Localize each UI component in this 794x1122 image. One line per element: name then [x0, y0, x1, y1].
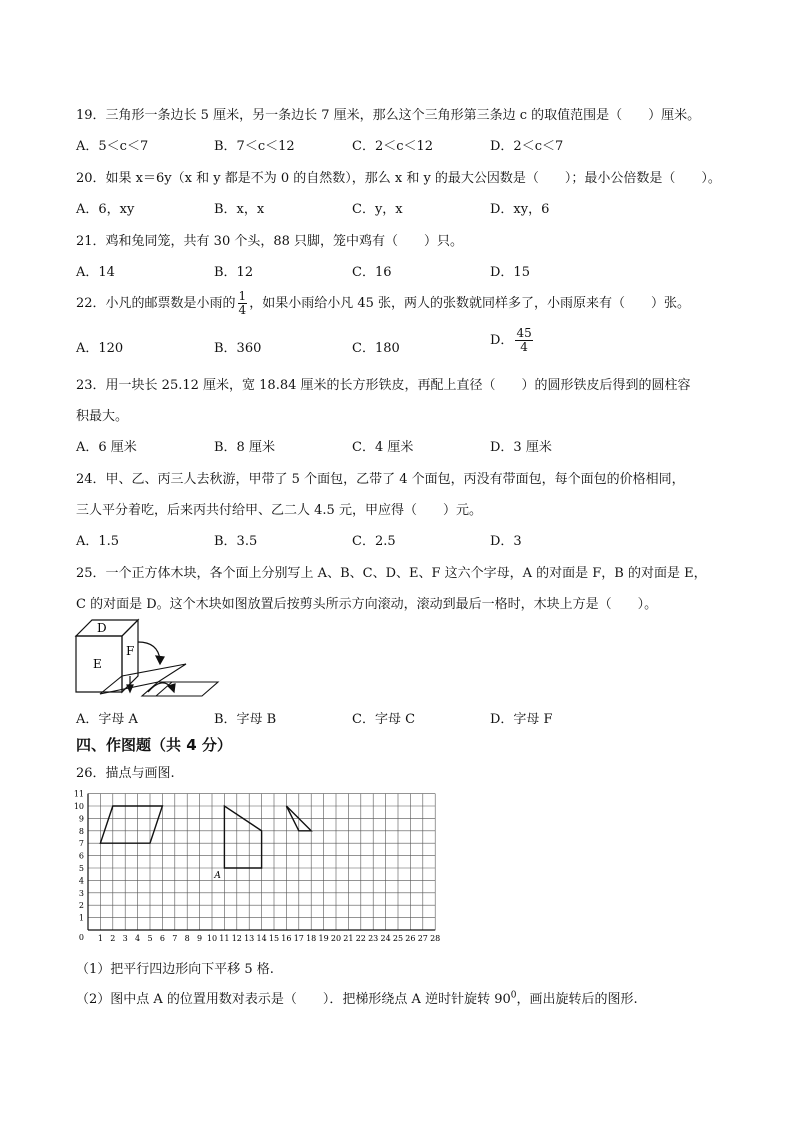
y-tick-label: 10 [73, 802, 84, 811]
section-4-heading: 四、作图题（共 4 分） [76, 736, 232, 754]
x-tick-label: 24 [380, 934, 391, 943]
q22-option-d-prefix: D． [490, 333, 514, 348]
q26-sub2-tail: ，画出旋转后的图形. [516, 992, 638, 1007]
q20-stem: 20．如果 x＝6y（x 和 y 都是不为 0 的自然数），那么 x 和 y 的最大公因数是（ ）；最小公倍数是（ ）。 [76, 171, 721, 186]
y-tick-label: 3 [78, 888, 84, 898]
q25-option-b: B．字母 B [214, 712, 277, 727]
x-tick-label: 23 [368, 934, 379, 943]
coordinate-grid [66, 782, 456, 946]
cube-top-label: D [97, 621, 107, 635]
q24-stem-line2: 三人平分着吃，后来丙共付给甲、乙二人 4.5 元，甲应得（ ）元。 [76, 503, 482, 518]
x-tick-label: 3 [122, 934, 128, 943]
q21-option-d: D．15 [490, 265, 530, 280]
x-tick-label: 18 [306, 934, 317, 943]
q19-option-c: C．2＜c＜12 [352, 139, 434, 154]
q22-fraction-denominator: 4 [238, 303, 247, 317]
x-tick-label: 2 [110, 934, 116, 943]
q23-option-a: A．6 厘米 [76, 440, 137, 455]
q21-stem: 21．鸡和兔同笼，共有 30 个头，88 只脚，笼中鸡有（ ）只。 [76, 234, 464, 249]
q19-option-b: B．7＜c＜12 [214, 139, 295, 154]
x-tick-label: 25 [392, 934, 404, 943]
x-tick-label: 22 [355, 934, 366, 943]
floor-grid [100, 664, 218, 696]
q19-option-d: D．2＜c＜7 [490, 139, 564, 154]
q22-option-d-fraction [515, 327, 532, 354]
q24-options [76, 530, 716, 548]
cube-front-label: E [93, 657, 102, 671]
q22-options [76, 326, 716, 356]
q25-stem-line1: 25．一个正方体木块，各个面上分别写上 A、B、C、D、E、F 这六个字母，A 的对面是 F，B 的对面是 E， [76, 566, 707, 581]
x-tick-label: 26 [405, 934, 416, 943]
q21-option-a: A．14 [76, 265, 115, 280]
x-tick-label: 1 [97, 934, 103, 943]
q26-stem: 26．描点与画图. [76, 766, 175, 781]
x-tick-label: 15 [268, 934, 280, 943]
q23-stem-line1: 23．用一块长 25.12 厘米，宽 18.84 厘米的长方形铁皮，再配上直径（ ）的圆形铁皮后得到的圆柱容 [76, 378, 691, 393]
y-tick-label: 4 [78, 876, 84, 886]
x-tick-label: 19 [318, 934, 329, 943]
y-tick-label: 8 [78, 826, 84, 836]
q22-option-b: B．360 [214, 341, 262, 356]
q25-options [76, 708, 716, 726]
q19-options [76, 135, 716, 153]
q23-option-c: C．4 厘米 [352, 440, 414, 455]
y-tick-label: 7 [78, 839, 84, 849]
q22-option-d [490, 327, 535, 354]
x-tick-label: 8 [184, 934, 190, 943]
x-tick-label: 5 [147, 934, 153, 943]
x-tick-label: 16 [281, 934, 292, 943]
x-tick-label: 13 [244, 934, 255, 943]
q23-option-d: D．3 厘米 [490, 440, 552, 455]
x-tick-label: 28 [430, 934, 441, 943]
q26-sub2 [76, 988, 638, 1007]
x-tick-label: 11 [219, 934, 230, 943]
q21-options [76, 261, 716, 279]
q25-stem-line2: C 的对面是 D。这个木块如图放置后按剪头所示方向滚动，滚动到最后一格时，木块上方是（ ）。 [76, 597, 658, 612]
q24-option-c: C．2.5 [352, 534, 396, 549]
y-tick-label: 9 [78, 814, 84, 824]
q23-stem-line2: 积最大。 [76, 409, 129, 424]
q19-stem: 19．三角形一条边长 5 厘米，另一条边长 7 厘米，那么这个三角形第三条边 c 的取值范围是（ ）厘米。 [76, 108, 701, 123]
q22-fraction [238, 290, 248, 317]
q20-option-c: C．y，x [352, 202, 403, 217]
q22-option-d-numerator: 45 [516, 326, 532, 340]
q20-option-a: A．6，xy [76, 202, 135, 217]
q22-option-c: C．180 [352, 341, 400, 356]
q26-sub2-text: （2）图中点 A 的位置用数对表示是（ ）．把梯形绕点 A 逆时针旋转 90 [76, 992, 511, 1007]
q25-option-c: C．字母 C [352, 712, 416, 727]
q22-option-d-denominator: 4 [520, 340, 528, 354]
y-tick-label: 1 [78, 913, 84, 923]
q22-stem [76, 290, 690, 317]
q22-stem-start: 22．小凡的邮票数是小雨的 [76, 296, 236, 311]
x-tick-label: 21 [343, 934, 354, 943]
x-tick-label: 9 [197, 934, 203, 943]
q26-sub1: （1）把平行四边形向下平移 5 格. [76, 962, 274, 977]
x-tick-label: 20 [330, 934, 342, 943]
x-tick-label: 14 [256, 934, 267, 943]
q21-option-b: B．12 [214, 265, 254, 280]
q22-option-a: A．120 [76, 341, 124, 356]
q23-options [76, 436, 716, 454]
trapezoid [224, 806, 261, 868]
q20-option-b: B．x，x [214, 202, 265, 217]
q23-option-b: B．8 厘米 [214, 440, 275, 455]
q24-option-b: B．3.5 [214, 534, 258, 549]
point-a-label: A [214, 871, 221, 881]
x-tick-label: 4 [135, 934, 141, 943]
y-tick-label: 6 [78, 851, 84, 861]
origin-label: 0 [78, 933, 84, 942]
parallelogram [100, 806, 162, 843]
x-tick-label: 12 [231, 934, 242, 943]
q19-option-a: A．5＜c＜7 [76, 139, 149, 154]
q25-option-a: A．字母 A [76, 712, 138, 727]
y-tick-label: 11 [73, 789, 84, 799]
q22-stem-end: ，如果小雨给小凡 45 张，两人的张数就同样多了，小雨原来有（ ）张。 [249, 296, 690, 311]
q24-option-a: A．1.5 [76, 534, 120, 549]
q22-fraction-numerator: 1 [238, 289, 247, 303]
cube-side-label: F [126, 644, 135, 658]
q24-option-d: D．3 [490, 534, 522, 549]
x-tick-label: 7 [172, 934, 178, 943]
q20-options [76, 198, 716, 216]
x-tick-label: 6 [159, 934, 165, 943]
x-tick-label: 27 [417, 934, 428, 943]
y-tick-label: 2 [78, 901, 84, 911]
q26-sub2-superscript: 0 [510, 990, 517, 1001]
q20-option-d: D．xy，6 [490, 202, 550, 217]
q24-stem-line1: 24．甲、乙、丙三人去秋游，甲带了 5 个面包，乙带了 4 个面包，丙没有带面包，每个面包的价格相同， [76, 472, 685, 487]
q25-option-d: D．字母 F [490, 712, 553, 727]
x-tick-label: 17 [293, 934, 304, 943]
rolling-cube-figure [70, 612, 220, 704]
y-tick-label: 5 [78, 864, 84, 873]
x-tick-label: 10 [206, 934, 218, 943]
q21-option-c: C．16 [352, 265, 392, 280]
